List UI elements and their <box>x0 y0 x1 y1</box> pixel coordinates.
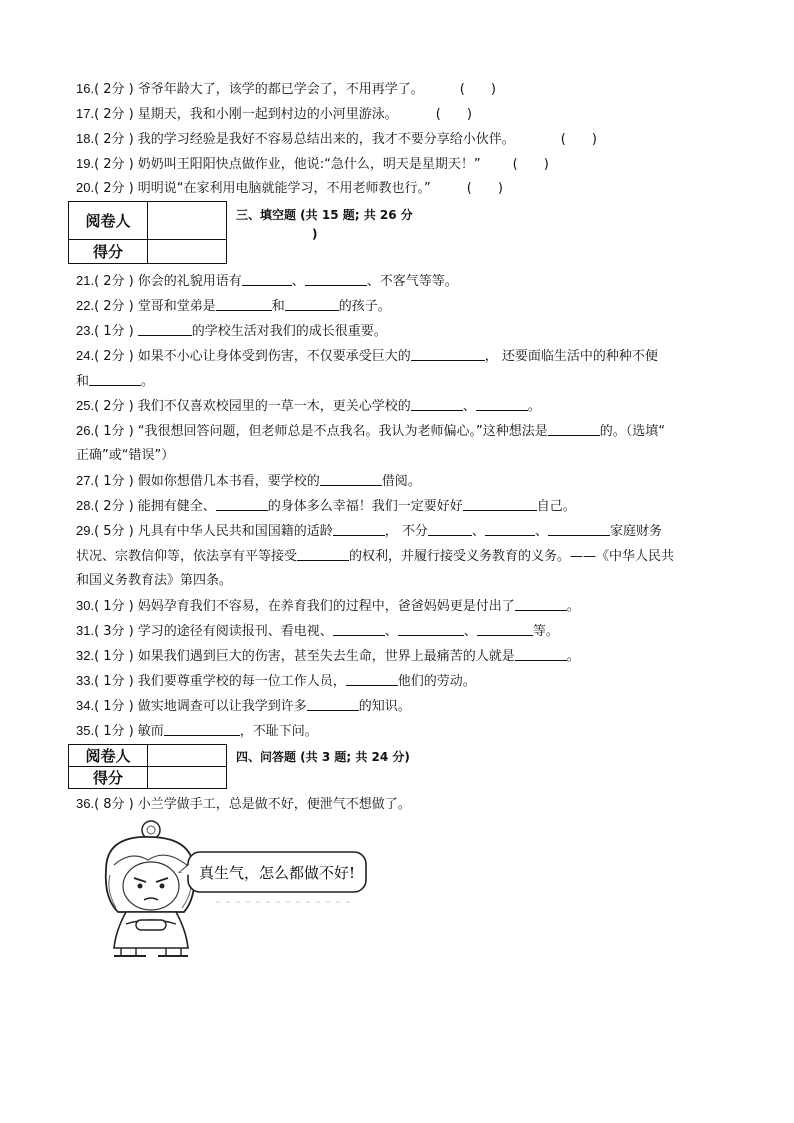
answer-blank[interactable] <box>333 623 385 636</box>
question-26-cont: 正确”或“错误”） <box>76 448 175 463</box>
question-18: 18.( 2分 ) 我的学习经验是我好不容易总结出来的，我才不要分享给小伙伴。 ( ) <box>76 131 597 147</box>
answer-blank[interactable] <box>346 673 398 686</box>
question-29-cont: 状况、宗教信仰等，依法享有平等接受 的权利，并履行接受义务教育的义务。——《中华人民共 <box>76 549 675 564</box>
answer-paren[interactable]: ( ) <box>435 107 472 122</box>
question-21: 21.( 2分 ) 你会的礼貌用语有 、 、不客气等等。 <box>76 273 458 289</box>
answer-blank[interactable] <box>428 523 472 536</box>
question-29-cont2: 和国义务教育法》第四条。 <box>76 573 233 588</box>
question-23: 23.( 1分 ) 的学校生活对我们的成长很重要。 <box>76 323 387 339</box>
answer-blank[interactable] <box>411 348 485 361</box>
answer-blank[interactable] <box>548 423 600 436</box>
answer-blank[interactable] <box>297 548 349 561</box>
answer-blank[interactable] <box>307 698 359 711</box>
question-27: 27.( 1分 ) 假如你想借几本书看，要学校的 借阅。 <box>76 473 421 489</box>
question-25: 25.( 2分 ) 我们不仅喜欢校园里的一草一木，更关心学校的 、 。 <box>76 398 541 414</box>
question-36: 36.( 8分 ) 小兰学做手工，总是做不好，便泄气不想做了。 <box>76 796 411 812</box>
answer-blank[interactable] <box>515 598 567 611</box>
answer-paren[interactable]: ( ) <box>459 82 496 97</box>
girl-drawing <box>76 820 376 960</box>
question-34: 34.( 1分 ) 做实地调查可以让我学到许多 的知识。 <box>76 698 411 714</box>
answer-blank[interactable] <box>333 523 385 536</box>
section-title: 三、填空题 (共 15 题; 共 26 分 <box>236 208 413 222</box>
answer-blank[interactable] <box>398 623 464 636</box>
answer-blank[interactable] <box>164 723 240 736</box>
answer-blank[interactable] <box>320 473 382 486</box>
angry-girl-illustration <box>76 820 376 960</box>
answer-blank[interactable] <box>242 273 292 286</box>
reviewer-cell[interactable] <box>148 745 227 767</box>
question-16: 16.( 2分 ) 爷爷年龄大了，该学的都已学会了，不用再学了。 ( ) <box>76 81 496 97</box>
answer-blank[interactable] <box>411 398 463 411</box>
question-30: 30.( 1分 ) 妈妈孕育我们不容易，在养育我们的过程中，爸爸妈妈更是付出了 。 <box>76 598 580 614</box>
answer-paren[interactable]: ( ) <box>512 157 549 172</box>
question-35: 35.( 1分 ) 敏而 ，不耻下问。 <box>76 723 318 739</box>
answer-blank[interactable] <box>515 648 567 661</box>
grader-table: 阅卷人 得分 <box>68 744 227 789</box>
question-33: 33.( 1分 ) 我们要尊重学校的每一位工作人员， 他们的劳动。 <box>76 673 476 689</box>
answer-paren[interactable]: ( ) <box>560 132 597 147</box>
answer-paren[interactable]: ( ) <box>466 181 503 196</box>
question-26: 26.( 1分 ) “我很想回答问题，但老师总是不点我名。我认为老师偏心。”这种想法是 的。（选填“ <box>76 423 665 439</box>
answer-blank[interactable] <box>476 398 528 411</box>
score-cell[interactable] <box>148 240 227 264</box>
answer-blank[interactable] <box>216 298 272 311</box>
answer-blank[interactable] <box>305 273 367 286</box>
score-cell[interactable] <box>148 767 227 789</box>
section-title-close: ) <box>312 227 318 241</box>
question-19: 19.( 2分 ) 奶奶叫王阳阳快点做作业，他说:“急什么，明天是星期天！” ( ) <box>76 156 549 172</box>
section-title: 四、问答题 (共 3 题; 共 24 分) <box>236 750 410 764</box>
answer-blank[interactable] <box>216 498 268 511</box>
question-31: 31.( 3分 ) 学习的途径有阅读报刊、看电视、 、 、 等。 <box>76 623 559 639</box>
question-24: 24.( 2分 ) 如果不小心让身体受到伤害，不仅要承受巨大的 ， 还要面临生活中的种种不便 <box>76 348 658 364</box>
answer-blank[interactable] <box>463 498 537 511</box>
answer-blank[interactable] <box>89 373 141 386</box>
question-20: 20.( 2分 ) 明明说“在家利用电脑就能学习，不用老师教也行。” ( ) <box>76 180 503 196</box>
answer-blank[interactable] <box>285 298 339 311</box>
answer-blank[interactable] <box>477 623 533 636</box>
question-22: 22.( 2分 ) 堂哥和堂弟是 和 的孩子。 <box>76 298 391 314</box>
question-24-cont: 和 。 <box>76 374 155 389</box>
answer-blank[interactable] <box>138 323 192 336</box>
speech-text: 真生气，怎么都做不好! <box>198 864 356 882</box>
reviewer-cell[interactable] <box>148 202 227 240</box>
question-28: 28.( 2分 ) 能拥有健全、 的身体多么幸福！我们一定要好好 自己。 <box>76 498 576 514</box>
question-29: 29.( 5分 ) 凡具有中华人民共和国国籍的适龄 ， 不分 、 、 家庭财务 <box>76 523 662 539</box>
answer-blank[interactable] <box>485 523 535 536</box>
grader-table: 阅卷人 得分 <box>68 201 227 264</box>
question-32: 32.( 1分 ) 如果我们遇到巨大的伤害，甚至失去生命，世界上最痛苦的人就是 。 <box>76 648 580 664</box>
question-17: 17.( 2分 ) 星期天，我和小刚一起到村边的小河里游泳。 ( ) <box>76 106 472 122</box>
answer-blank[interactable] <box>548 523 610 536</box>
